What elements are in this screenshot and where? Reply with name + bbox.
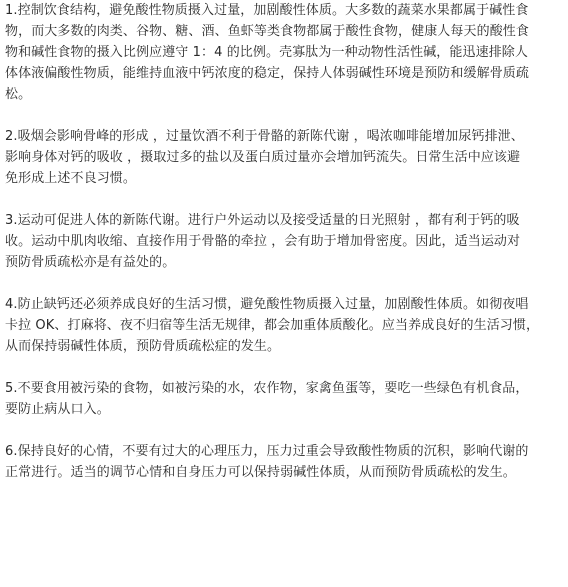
paragraph-1 <box>5 0 565 105</box>
text-line: 要防止病从口入。 <box>5 402 110 417</box>
article-body <box>5 0 565 483</box>
paragraph-spacer <box>5 420 565 441</box>
text-line: 收。运动中肌肉收缩、直接作用于骨骼的牵拉 ，会有助于增加骨密度。因此，适当运动对 <box>5 234 521 249</box>
text-line: 体体液偏酸性物质，能维持血液中钙浓度的稳定，保持人体弱碱性环境是预防和缓解骨质疏 <box>5 66 530 81</box>
paragraph-3 <box>5 210 565 273</box>
text-line: 6.保持良好的心情，不要有过大的心理压力，压力过重会导致酸性物质的沉积，影响代谢的 <box>5 444 529 459</box>
text-line: 物，而大多数的肉类、谷物、糖、酒、鱼虾等类食物都属于酸性食物，健康人每天的酸性食 <box>5 24 530 39</box>
text-line: 影响身体对钙的吸收 ，摄取过多的盐以及蛋白质过量亦会增加钙流失。日常生活中应该避 <box>5 150 521 165</box>
text-line: 物和碱性食物的摄入比例应遵守 1：4 的比例。壳寡肽为一种动物性活性碱，能迅速排除人 <box>5 45 529 60</box>
text-line: 卡拉 OK、打麻将、夜不归宿等生活无规律，都会加重体质酸化。应当养成良好的生活习惯， <box>5 318 540 333</box>
paragraph-spacer <box>5 105 565 126</box>
text-line: 1.控制饮食结构，避免酸性物质摄入过量，加剧酸性体质。大多数的蔬菜水果都属于碱性食 <box>5 3 529 18</box>
text-line: 5.不要食用被污染的食物，如被污染的水，农作物，家禽鱼蛋等，要吃一些绿色有机食品， <box>5 381 529 396</box>
paragraph-spacer <box>5 273 565 294</box>
paragraph-5 <box>5 378 565 420</box>
text-line: 松。 <box>5 87 32 102</box>
text-line: 预防骨质疏松亦是有益处的。 <box>5 255 176 270</box>
text-line: 免形成上述不良习惯。 <box>5 171 137 186</box>
paragraph-spacer <box>5 357 565 378</box>
paragraph-spacer <box>5 189 565 210</box>
text-line: 2.吸烟会影响骨峰的形成 ，过量饮酒不利于骨骼的新陈代谢 ，喝浓咖啡能增加尿钙排泄、 <box>5 129 524 144</box>
text-line: 从而保持弱碱性体质，预防骨质疏松症的发生。 <box>5 339 281 354</box>
paragraph-6 <box>5 441 565 483</box>
paragraph-4 <box>5 294 565 357</box>
text-line: 正常进行。适当的调节心情和自身压力可以保持弱碱性体质，从而预防骨质疏松的发生。 <box>5 465 516 480</box>
paragraph-2 <box>5 126 565 189</box>
text-line: 3.运动可促进人体的新陈代谢。进行户外运动以及接受适量的日光照射 ，都有利于钙的吸 <box>5 213 520 228</box>
text-line: 4.防止缺钙还必须养成良好的生活习惯，避免酸性物质摄入过量，加剧酸性体质。如彻夜唱 <box>5 297 529 312</box>
